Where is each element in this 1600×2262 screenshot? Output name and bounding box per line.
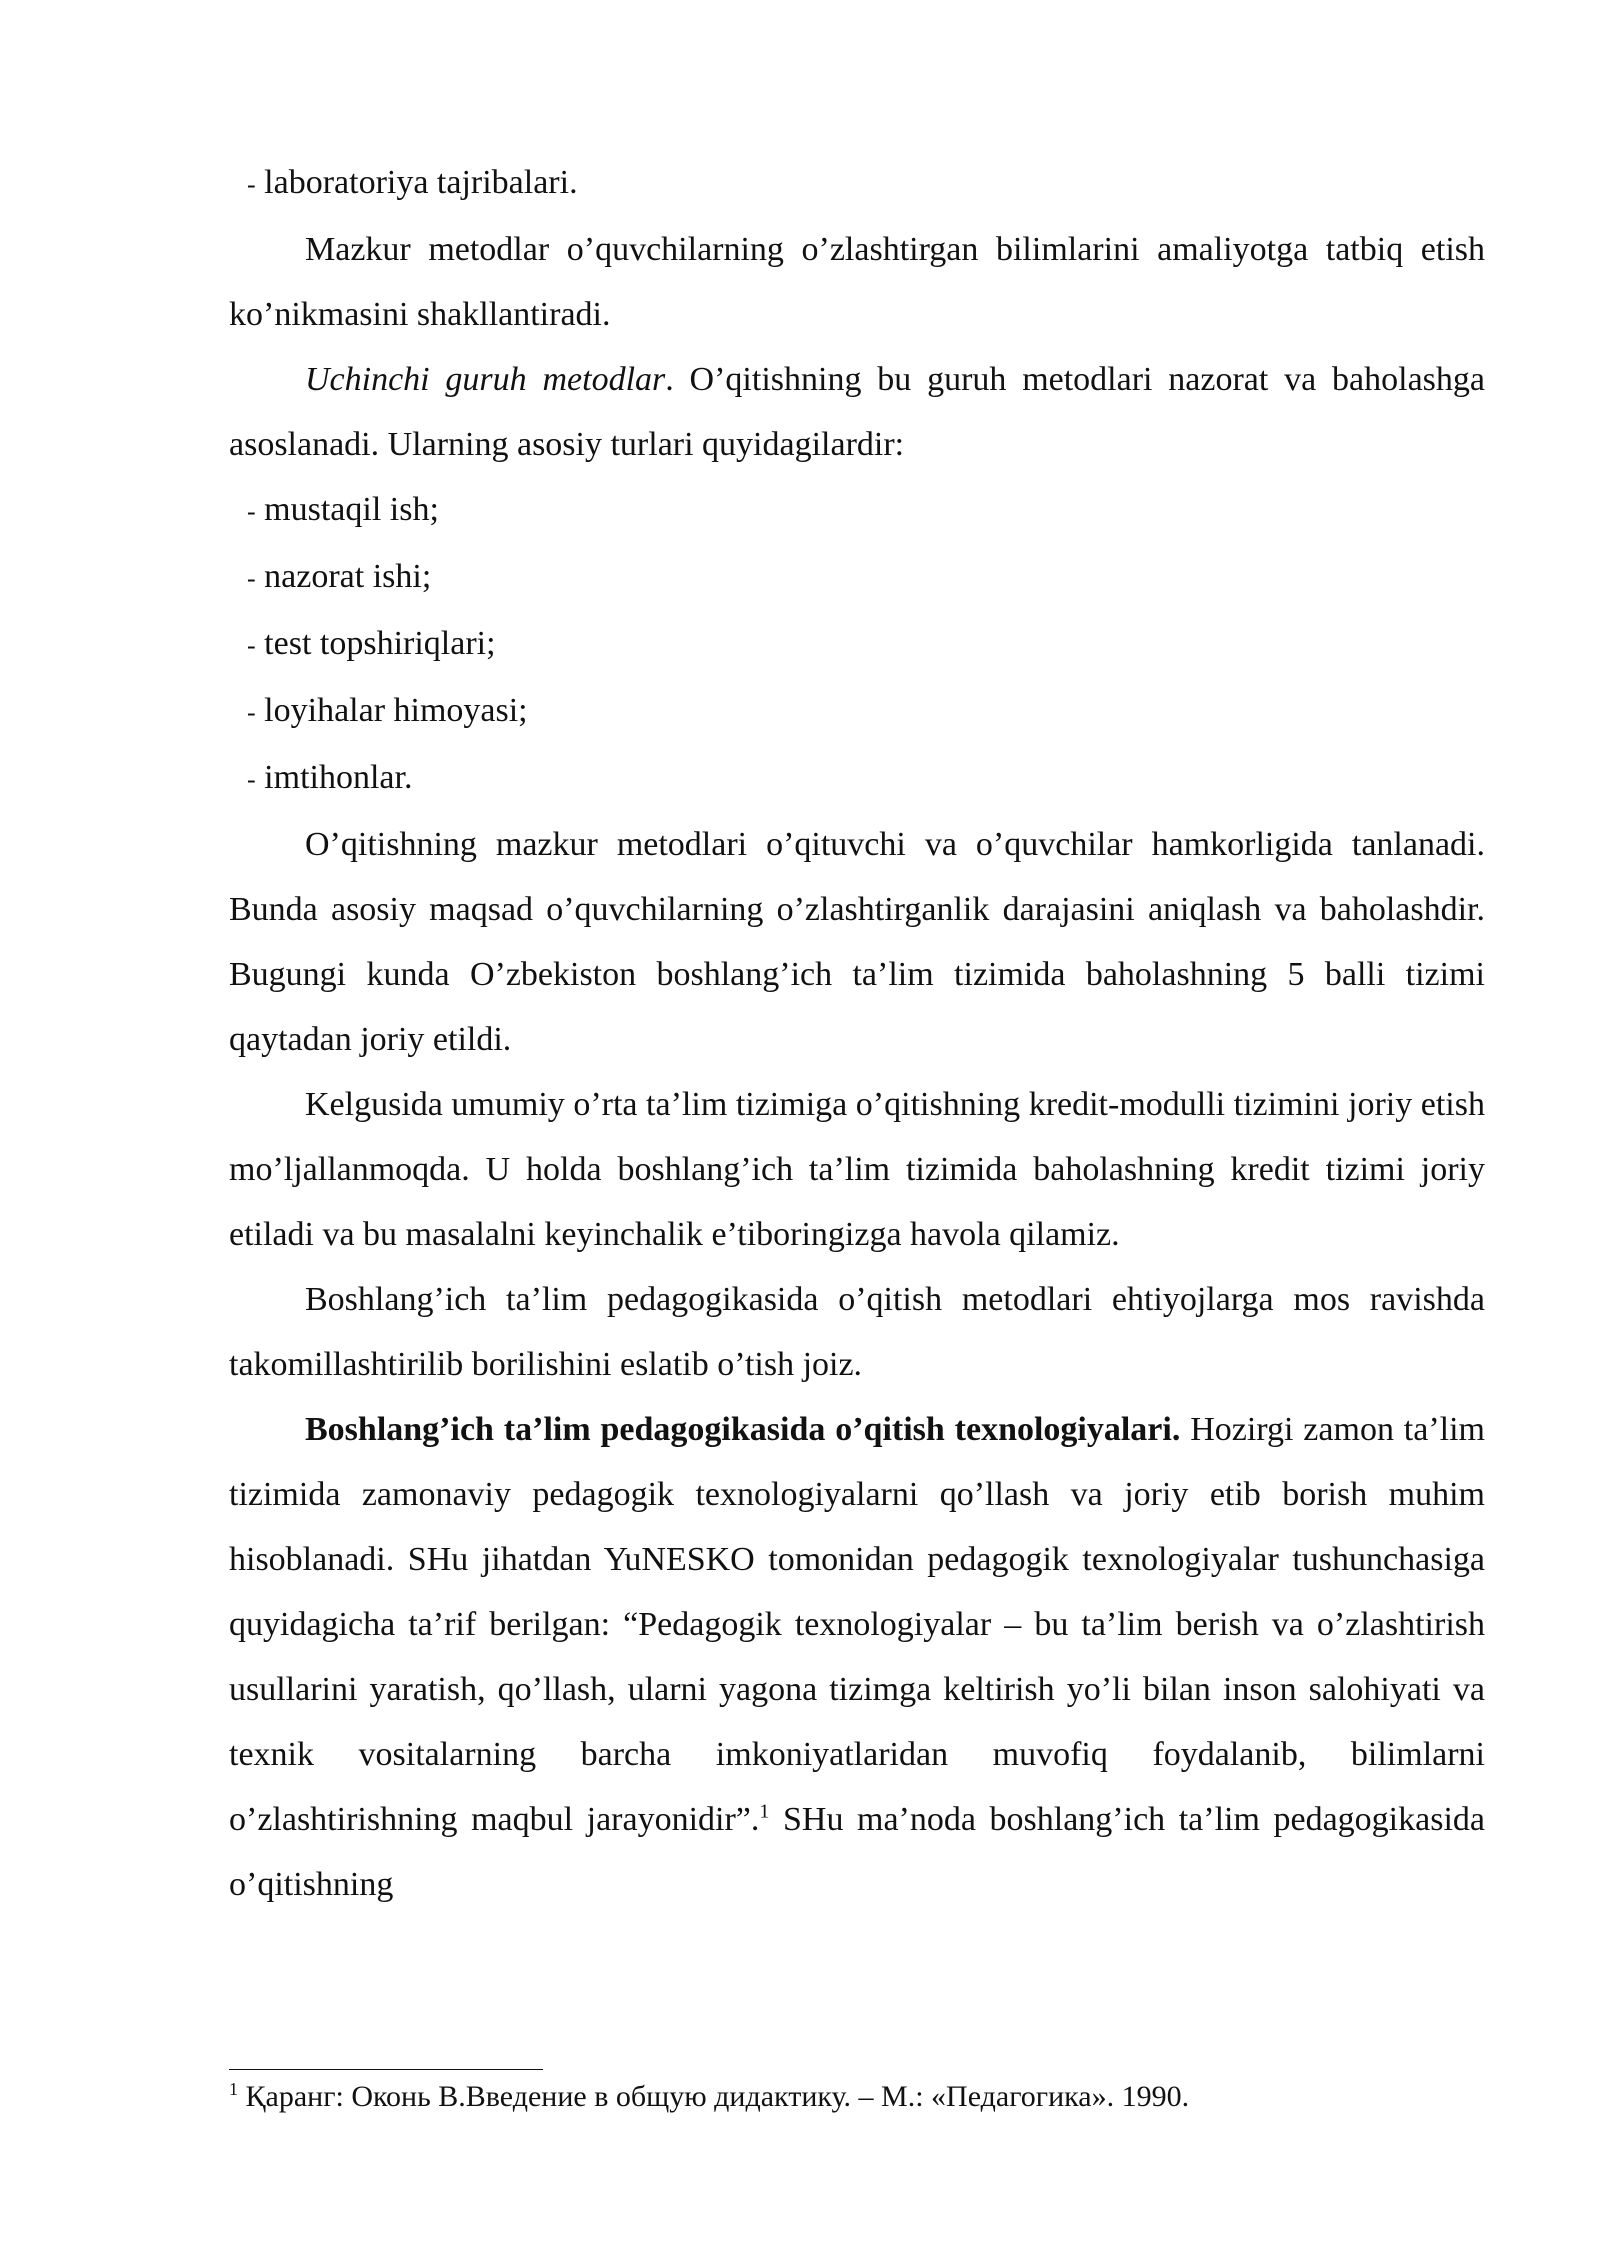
footnote-text: Қаранг: Оконь В.Введение в общую дидактику. – М.: «Педагогика». 1990. [238, 2080, 1190, 2113]
paragraph-text: SHu ma’noda boshlang’ich ta’lim pedagogikasida o’qitishning [229, 1801, 1485, 1903]
list-item [229, 477, 1485, 544]
paragraph-text: . O’qitishning bu guruh metodlari nazorat va baholashga asoslanadi. Ularning asosiy turlari quyidagilardir: [229, 361, 1485, 463]
list-dash: - [247, 765, 256, 794]
list-item-text: laboratoriya tajribalari. [264, 164, 578, 201]
list-item-text: loyihalar himoyasi; [264, 692, 528, 729]
list-item [229, 745, 1485, 812]
list-item-text: nazorat ishi; [264, 558, 432, 595]
paragraph: Kelgusida umumiy o’rta ta’lim tizimiga o’qitishning kredit-modulli tizimini joriy etish mo’ljallanmoqda. U holda boshlang’ich ta’lim tizimida baholashning kredit tizimi joriy etiladi va bu masalalni keyinchalik e’tiboringizga havola qilamiz. [229, 1086, 1485, 1253]
footnote [229, 2074, 1485, 2120]
list-item-text: imtihonlar. [264, 759, 413, 796]
list-item [229, 544, 1485, 611]
body-text [229, 150, 1485, 1917]
paragraph [229, 347, 1485, 477]
list-dash: - [247, 170, 256, 199]
list-dash: - [247, 631, 256, 660]
list-dash: - [247, 698, 256, 727]
list-dash: - [247, 564, 256, 593]
paragraph-text: Hozirgi zamon ta’lim tizimida zamonaviy pedagogik texnologiyalarni qo’llash va joriy etib borish muhim hisoblanadi. SHu jihatdan YuNESKO tomonidan pedagogik texnologiyalar tushunchasiga quyidagicha ta’rif berilgan: “Pedagogik texnologiyalar – bu ta’lim berish va o’zlashtirish usullarini yaratish, qo’llash, ularni yagona tizimga keltirish yo’li bilan inson salohiyati va texnik vositalarning barcha imkoniyatlaridan muvofiq foydalanib, bilimlarni o’zlashtirishning maqbul jarayonidir”. [229, 1411, 1485, 1838]
footnote-separator [229, 2069, 543, 2070]
list-item [229, 150, 1485, 217]
footnote-reference[interactable]: 1 [759, 1800, 770, 1823]
list-dash: - [247, 497, 256, 526]
paragraph [229, 1397, 1485, 1917]
footnote-marker: 1 [229, 2079, 238, 2099]
list-item [229, 678, 1485, 745]
bold-heading: Boshlang’ich ta’lim pedagogikasida o’qitish texnologiyalari. [305, 1411, 1181, 1448]
italic-heading: Uchinchi guruh metodlar [305, 361, 666, 398]
list-item-text: test topshiriqlari; [264, 625, 496, 662]
paragraph: Mazkur metodlar o’quvchilarning o’zlashtirgan bilimlarini amaliyotga tatbiq etish ko’nikmasini shakllantiradi. [229, 231, 1485, 333]
paragraph: Boshlang’ich ta’lim pedagogikasida o’qitish metodlari ehtiyojlarga mos ravishda takomillashtirilib borilishini eslatib o’tish joiz. [229, 1281, 1485, 1383]
paragraph: O’qitishning mazkur metodlari o’qituvchi va o’quvchilar hamkorligida tanlanadi. Bunda asosiy maqsad o’quvchilarning o’zlashtirganlik darajasini aniqlash va baholashdir. Bugungi kunda O’zbekiston boshlang’ich ta’lim tizimida baholashning 5 balli tizimi qaytadan joriy etildi. [229, 826, 1485, 1058]
list-item [229, 611, 1485, 678]
list-item-text: mustaqil ish; [264, 491, 439, 528]
